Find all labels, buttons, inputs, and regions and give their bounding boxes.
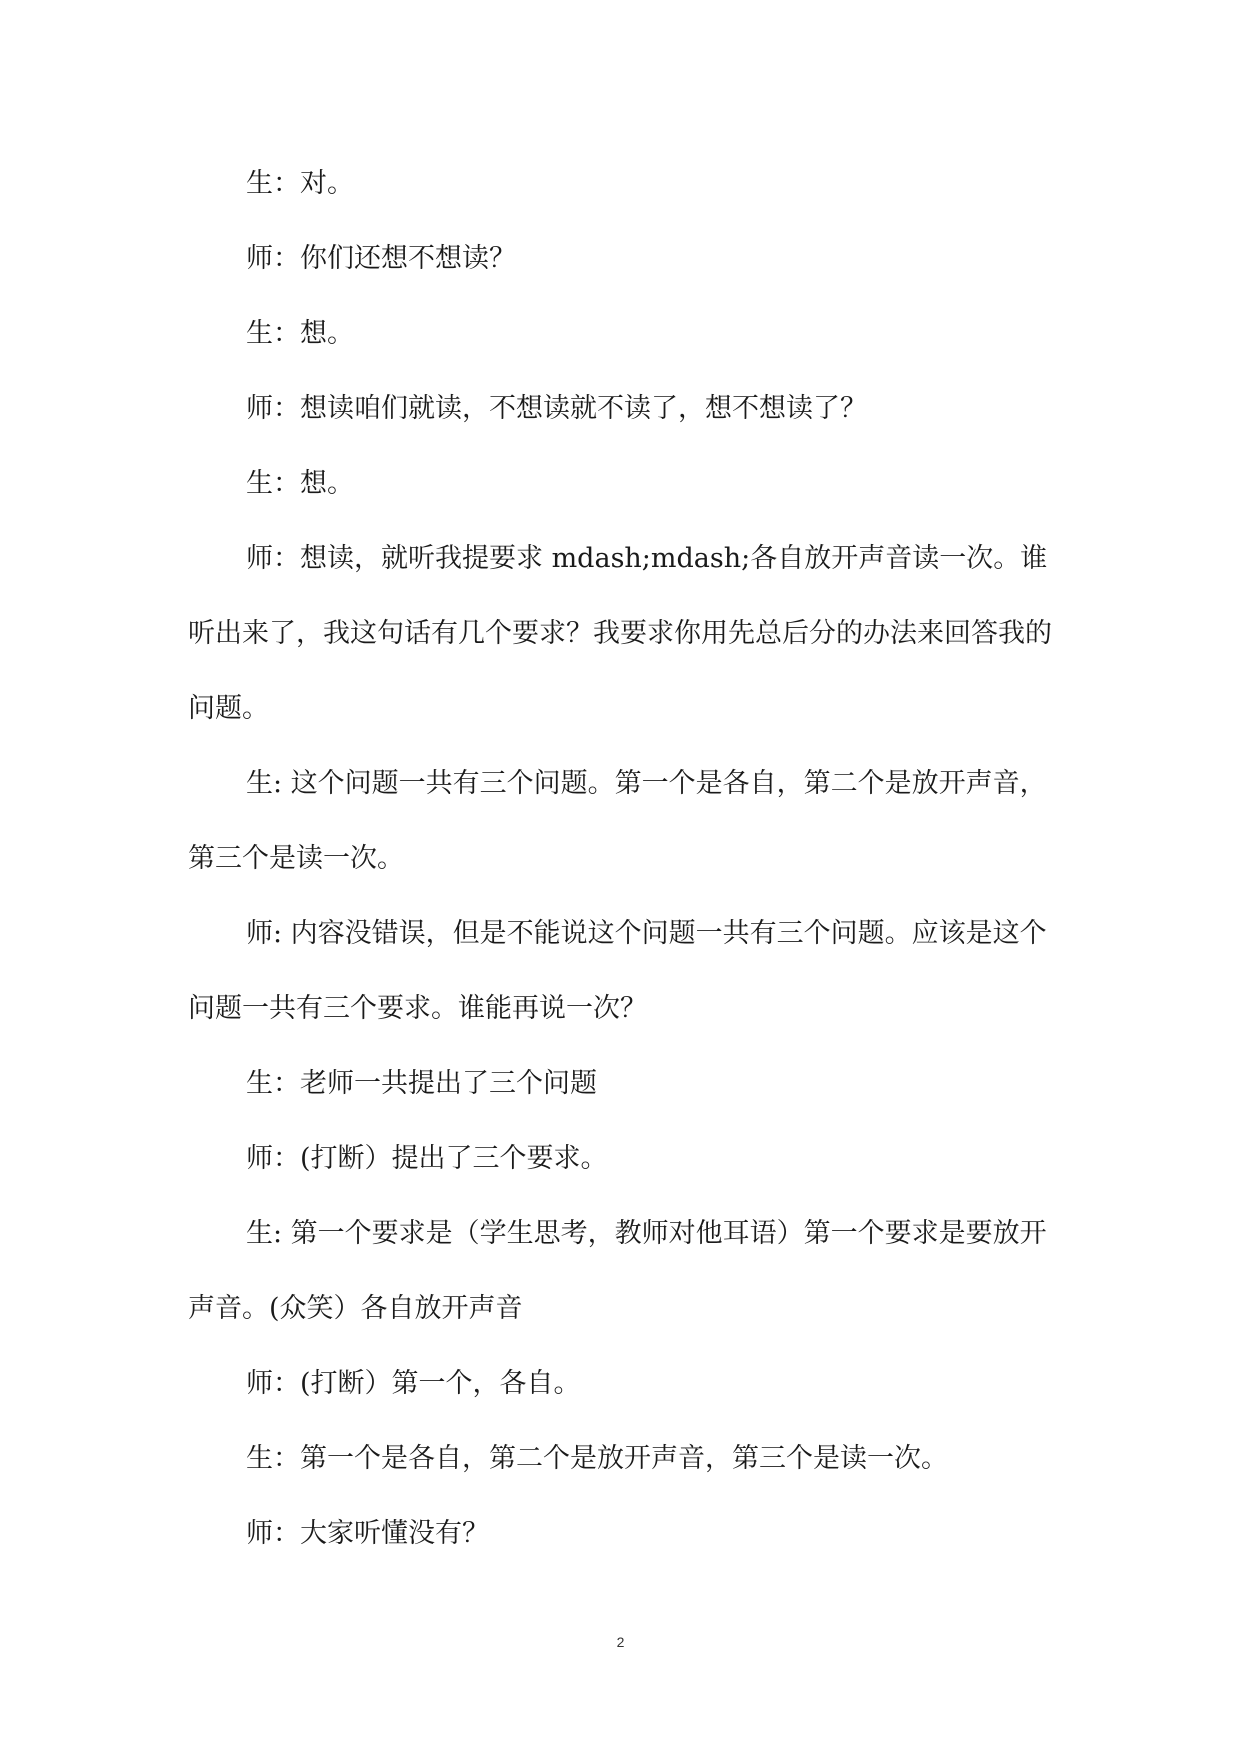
paragraph: 生：对。 bbox=[246, 168, 354, 199]
paragraph: 生：老师一共提出了三个问题 bbox=[246, 1068, 597, 1099]
paragraph: 师：你们还想不想读？ bbox=[246, 243, 516, 274]
paragraph: 生: 第一个要求是（学生思考，教师对他耳语）第一个要求是要放开声音。(众笑）各自放开声音 bbox=[188, 1218, 1047, 1324]
paragraph: 生：想。 bbox=[246, 468, 354, 499]
paragraph: 生: 这个问题一共有三个问题。第一个是各自，第二个是放开声音，第三个是读一次。 bbox=[188, 768, 1047, 874]
body-text bbox=[188, 146, 1060, 1571]
paragraph: 师：大家听懂没有？ bbox=[246, 1518, 489, 1549]
paragraph: 师：(打断）提出了三个要求。 bbox=[246, 1143, 608, 1174]
paragraph: 生：第一个是各自，第二个是放开声音，第三个是读一次。 bbox=[246, 1443, 948, 1474]
paragraph: 师：想读咱们就读，不想读就不读了，想不想读了？ bbox=[246, 393, 867, 424]
paragraph: 师：想读，就听我提要求 mdash;mdash;各自放开声音读一次。谁听出来了，我这句话有几个要求？我要求你用先总后分的办法来回答我的问题。 bbox=[188, 543, 1052, 724]
paragraph: 生：想。 bbox=[246, 318, 354, 349]
page-number: 2 bbox=[616, 1634, 625, 1650]
paragraph: 师：(打断）第一个，各自。 bbox=[246, 1368, 581, 1399]
paragraph: 师: 内容没错误，但是不能说这个问题一共有三个问题。应该是这个问题一共有三个要求。谁能再说一次？ bbox=[188, 918, 1047, 1024]
